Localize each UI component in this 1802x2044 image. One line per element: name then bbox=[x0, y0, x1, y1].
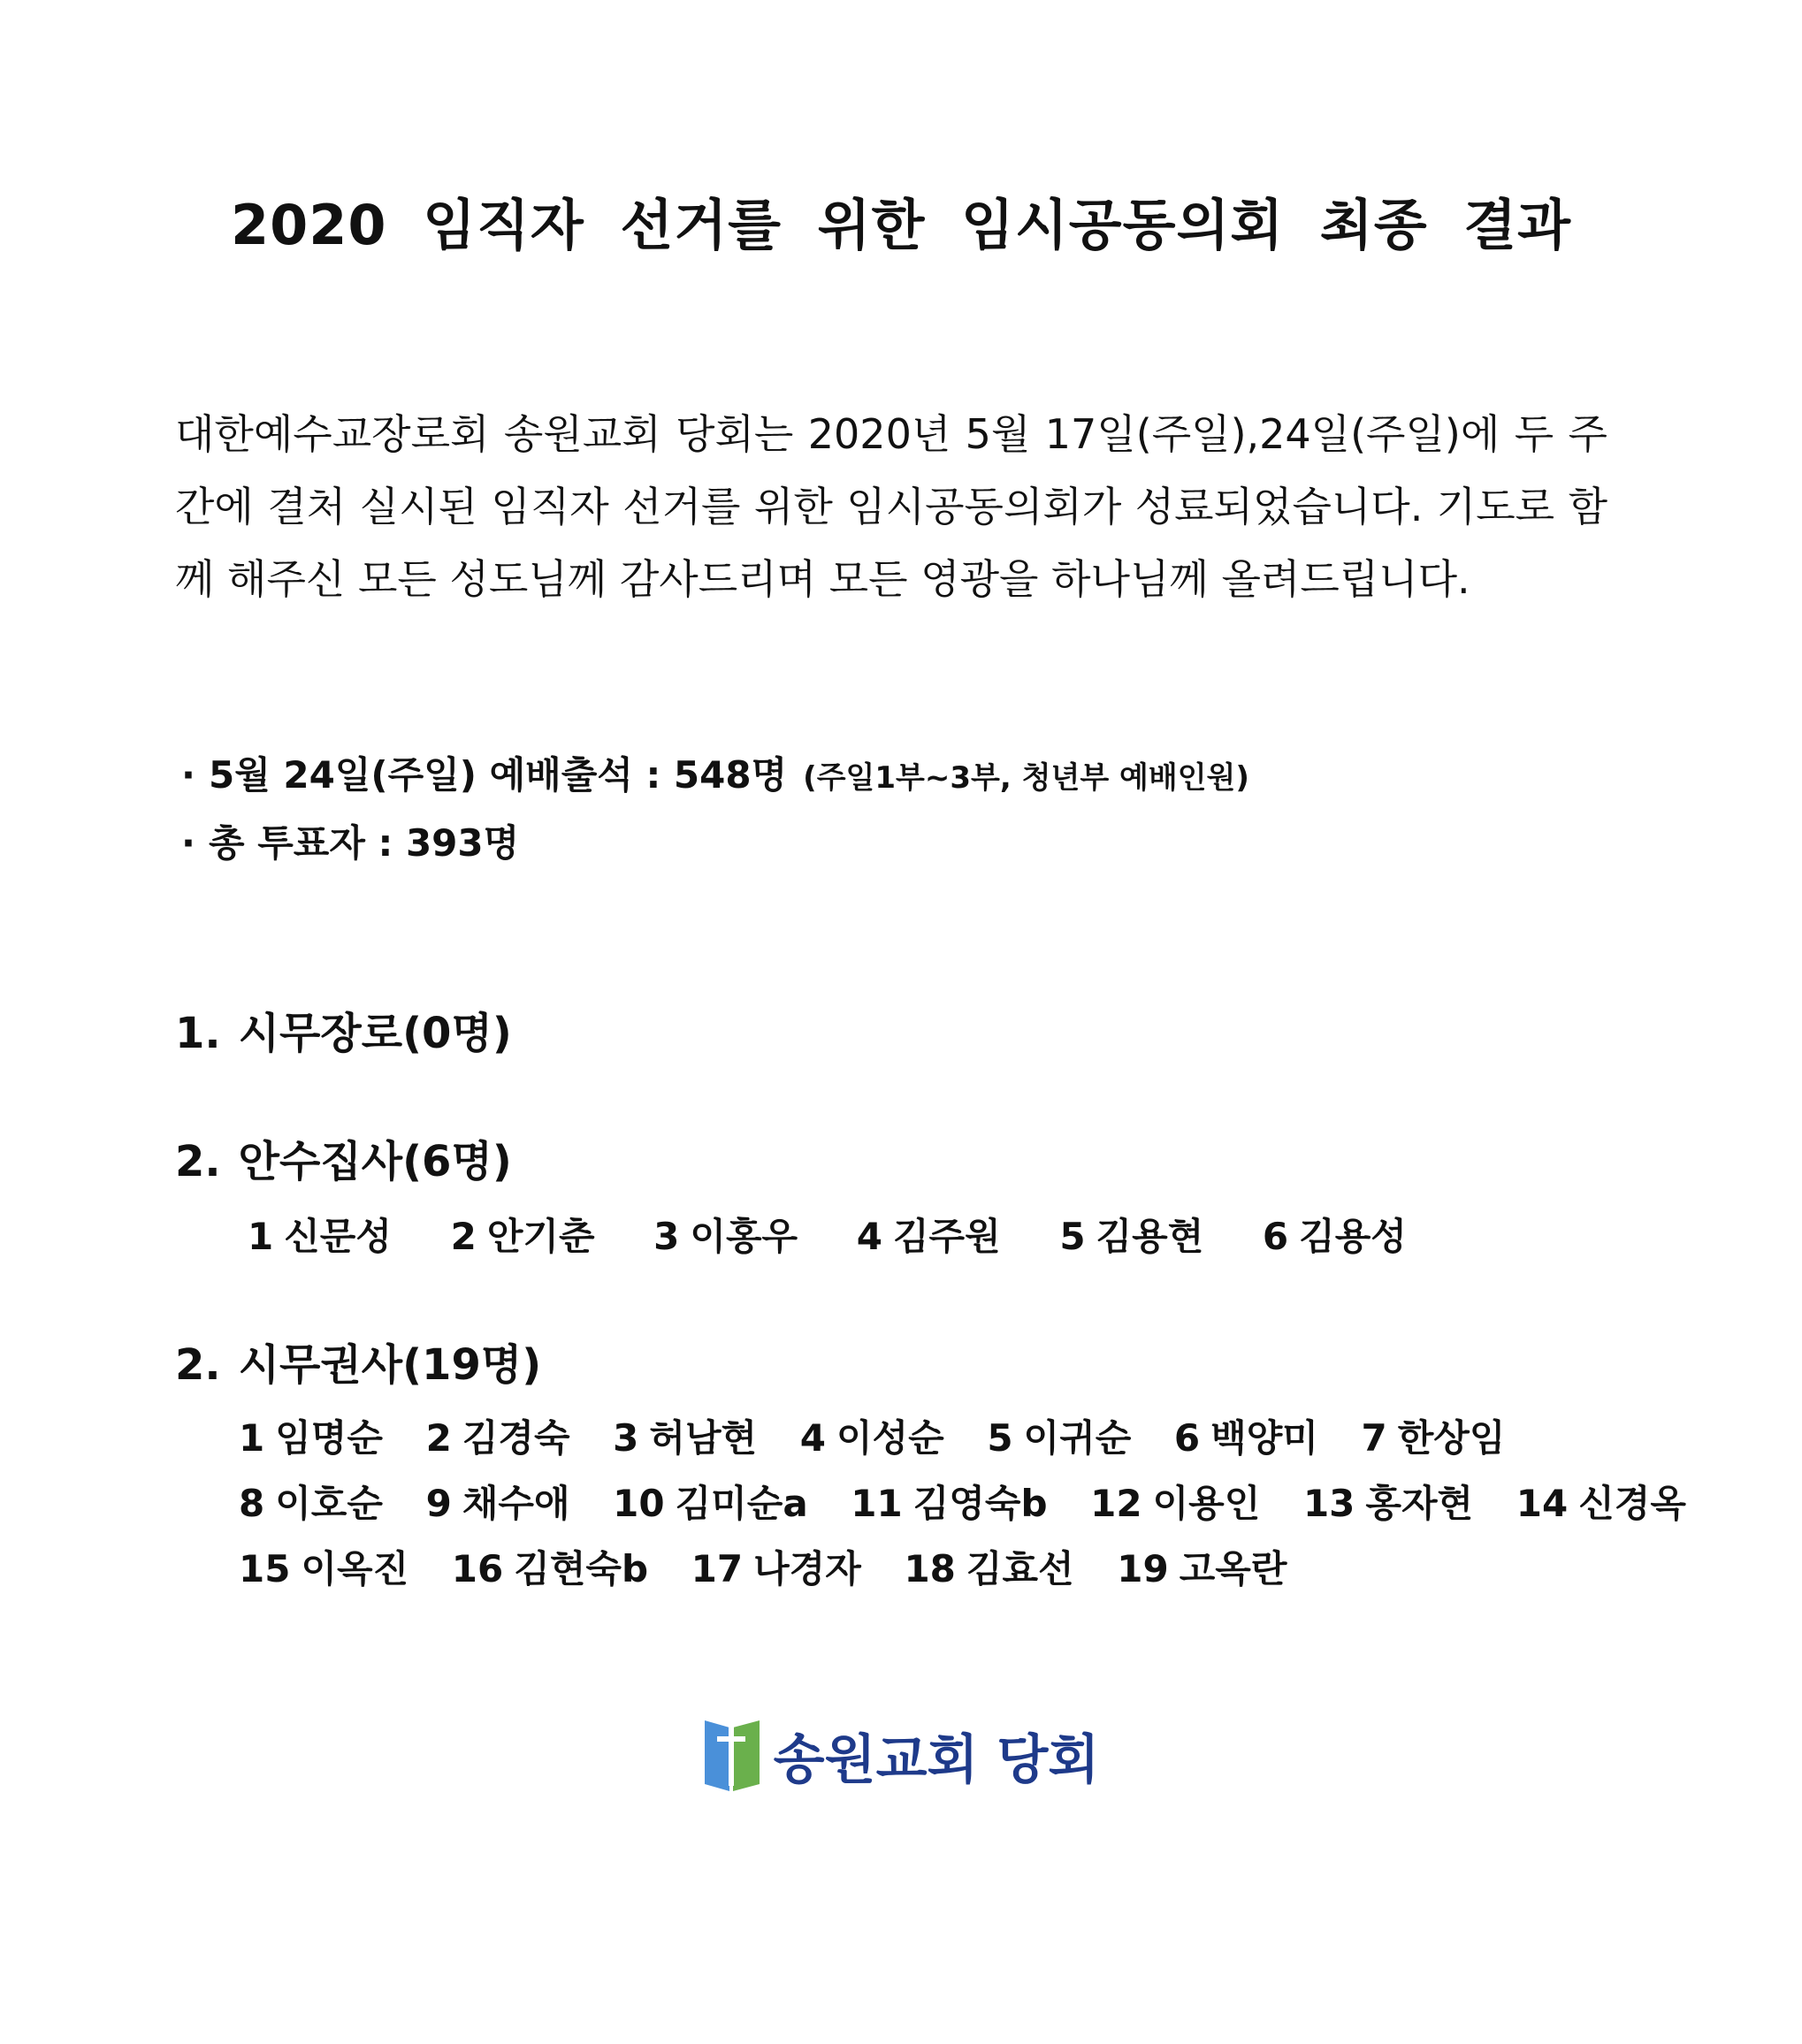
footer-logo bbox=[0, 1713, 1802, 1798]
list-item: 3 이홍우 bbox=[653, 1215, 798, 1258]
page-title: 2020 임직자 선거를 위한 임시공동의회 최종 결과 bbox=[230, 193, 1572, 257]
name-row bbox=[239, 1537, 1716, 1602]
list-item: 8 이호순 bbox=[239, 1482, 383, 1525]
list-item: 6 김용성 bbox=[1262, 1215, 1407, 1258]
section-elders-heading bbox=[175, 999, 512, 1060]
list-item: 16 김현숙b bbox=[451, 1547, 649, 1590]
stats-list bbox=[168, 743, 1249, 876]
list-item: 6 백양미 bbox=[1173, 1416, 1318, 1460]
list-item: 1 임명순 bbox=[239, 1416, 383, 1460]
list-item: 14 신경옥 bbox=[1516, 1482, 1686, 1525]
logo-right-page bbox=[733, 1720, 760, 1791]
list-item: 13 홍자현 bbox=[1302, 1482, 1474, 1525]
section-deacons-heading bbox=[175, 1127, 512, 1188]
name-row bbox=[239, 1471, 1716, 1537]
list-item: 5 이귀순 bbox=[987, 1416, 1132, 1460]
list-item: 15 이옥진 bbox=[239, 1547, 409, 1590]
name-row bbox=[239, 1406, 1716, 1471]
list-item: 3 허남현 bbox=[613, 1416, 758, 1460]
voters-text: 총 투표자 : 393명 bbox=[209, 821, 520, 865]
list-item: 18 김효선 bbox=[904, 1547, 1074, 1590]
attendance-stat bbox=[168, 743, 1249, 811]
logo-cross-horizontal bbox=[717, 1736, 745, 1742]
bullet-icon: · bbox=[181, 753, 195, 797]
list-item: 4 김주원 bbox=[856, 1215, 1001, 1258]
list-item: 1 신문성 bbox=[248, 1215, 392, 1258]
section-label: 시무장로(0명) bbox=[238, 1009, 512, 1058]
section-label: 시무권사(19명) bbox=[238, 1340, 542, 1390]
section-number: 2. bbox=[175, 1340, 221, 1390]
kwonsa-name-list bbox=[239, 1406, 1716, 1602]
attendance-text: 5월 24일(주일) 예배출석 : 548명 bbox=[209, 753, 788, 797]
list-item: 5 김용현 bbox=[1059, 1215, 1204, 1258]
list-item: 11 김영숙b bbox=[851, 1482, 1048, 1525]
list-item: 2 안기춘 bbox=[450, 1215, 595, 1258]
bullet-icon: · bbox=[181, 821, 195, 865]
list-item: 19 고옥란 bbox=[1117, 1547, 1287, 1590]
section-number: 2. bbox=[175, 1137, 221, 1186]
intro-paragraph: 대한예수교장로회 송원교회 당회는 2020년 5월 17일(주일),24일(주일)에 두 주간에 결처 실시된 임직자 선거를 위한 임시공동의회가 성료되었습니다. 기도로 함께 해주신 모든 성도님께 감사드리며 모든 영광을 하나님께 올려드립니다. bbox=[175, 410, 1607, 603]
deacon-name-list bbox=[248, 1204, 1453, 1270]
logo-cross-vertical bbox=[729, 1717, 734, 1786]
section-kwonsa-heading bbox=[175, 1331, 541, 1392]
voters-stat bbox=[168, 811, 1249, 876]
list-item: 9 채수애 bbox=[425, 1482, 570, 1525]
section-number: 1. bbox=[175, 1009, 221, 1058]
cross-book-icon bbox=[703, 1713, 761, 1798]
list-item: 2 김경숙 bbox=[425, 1416, 570, 1460]
section-label: 안수집사(6명) bbox=[238, 1137, 512, 1186]
list-item: 17 나경자 bbox=[691, 1547, 861, 1590]
list-item: 4 이성순 bbox=[799, 1416, 944, 1460]
list-item: 10 김미순a bbox=[613, 1482, 808, 1525]
footer-logo-text: 송원교회 당회 bbox=[773, 1729, 1100, 1791]
name-row bbox=[248, 1204, 1453, 1270]
attendance-note: (주일1부~3부, 청년부 예배인원) bbox=[803, 760, 1249, 796]
list-item: 7 한상임 bbox=[1361, 1416, 1506, 1460]
logo-left-page bbox=[705, 1720, 729, 1791]
list-item: 12 이용인 bbox=[1090, 1482, 1261, 1525]
